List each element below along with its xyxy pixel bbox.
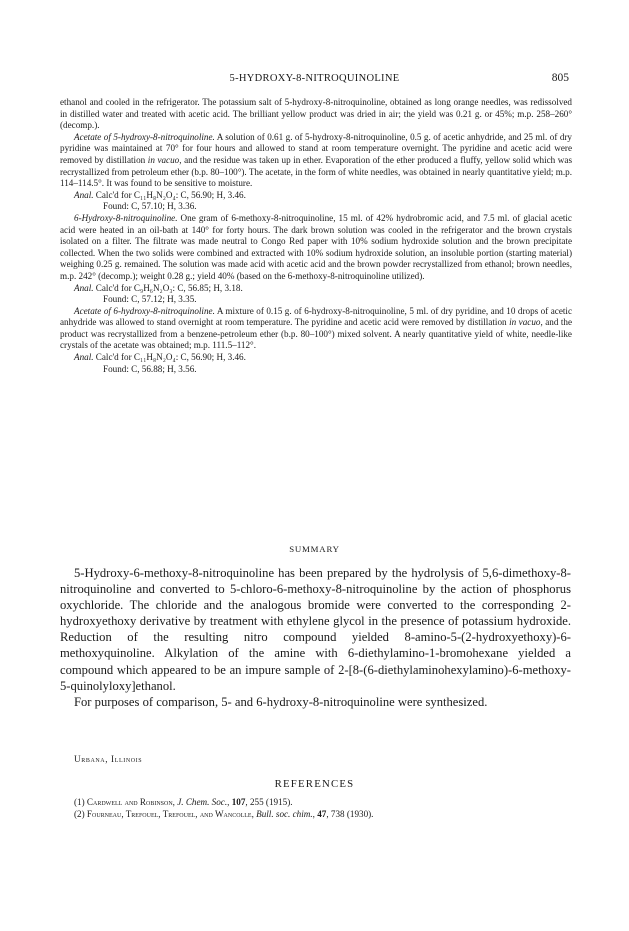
paragraph-text: A solution of 0.61 g. of 5-hydroxy-8-nitroquinoline, 0.5 g. of acetic anhydride, and 25 ml. of dry pyridine was maintained at 70° for four hours and allowed to stand at room temperature overnight. The pyridine and acetic acid were removed by distillation [60,131,572,165]
paragraph-text: One gram of 6-methoxy-8-nitroquinoline, 15 ml. of 42% hydrobromic acid, and 7.5 ml. of glacial acetic acid were heated in an oil-bath at 140° for forty hours. The dark brown solution was cooled in the refrigerator and the brown crystals isolated on a filter. The filtrate was made neutral to Congo Red paper with 10% sodium hydroxide solution and the brown precipitate collected. When the two solids were combined and extracted with 10% sodium hydroxide solution, an insoluble portion (starting material) weighing 0.25 g. remained. The solution was made acid with acetic acid and the brown powder recrystallized from ethanol; brown needles, m.p. 242° (decomp.); weight 0.28 g.; yield 40% (based on the 6-methoxy-8-nitroquinoline utilized). [60,212,572,281]
in-vacuo: in vacuo [147,154,180,165]
reference-item: (2) Fourneau, Trefouel, Trefouel, and Wancolle, Bull. soc. chim., 47, 738 (1930). [74,808,374,819]
found-line: Found: C, 57.10; H, 3.36. [103,201,197,212]
anal-label: Anal. [74,352,94,363]
reference-authors: Cardwell and Robinson [86,797,173,807]
analysis-line [60,283,572,295]
anal-calc: Calc'd for C₉H₆N₂O₃: C, 56.85; H, 3.18. [93,282,243,293]
experimental-section [60,97,572,375]
summary-paragraph: For purposes of comparison, 5- and 6-hydroxy-8-nitroquinoline were synthesized. [74,694,488,709]
paragraph-text: , and the product was recrystallized from a benzene-petroleum ether (b.p. 80–100°) mixed solvent. A nearly quantitative yield of white, needle-like crystals of the acetate was obtained; m.p. 111.5–112°. [60,317,573,351]
anal-label: Anal. [74,189,94,200]
summary-heading: SUMMARY [289,544,340,554]
paragraph-acetate-6-hydroxy [60,306,572,352]
summary-section [60,565,571,710]
reference-authors: Fourneau, Trefouel, Trefouel, and Wancolle [86,808,252,819]
references-heading: REFERENCES [274,778,355,790]
paragraph-potassium-salt: ethanol and cooled in the refrigerator. The potassium salt of 5-hydroxy-8-nitroquinoline, obtained as long orange needles, was redissolved in distilled water and treated with acetic acid. The brilliant yellow product was dried in air; the yield was 0.21 g. or 45%; m.p. 258–260° (decomp.). [60,97,572,131]
page-header [60,73,569,87]
page-number: 805 [551,72,569,84]
anal-label: Anal. [74,282,94,293]
running-title: 5-HYDROXY-8-NITROQUINOLINE [229,73,400,84]
references-list [74,797,574,821]
reference-number: (2) [74,808,87,819]
anal-calc: Calc'd for C₁₁H₈N₂O₄: C, 56.90; H, 3.46. [93,352,246,363]
paragraph-title: 6-Hydroxy-8-nitroquinoline. [74,212,178,223]
paragraph-text: , and the residue was taken up in ether. Evaporation of the ether produced a fluffy, yellow solid which was recrystallized from petroleum ether (b.p. 80–100°). The acetate, in the form of white needles, was obtained in nearly quantitative yield; m.p. 114–114.5°. It was found to be sensitive to moisture. [60,154,572,189]
found-line: Found: C, 56.88; H, 3.56. [103,363,197,374]
reference-number: (1) [74,797,87,807]
reference-journal: J. Chem. Soc. [177,797,228,807]
paragraph-title: Acetate of 6-hydroxy-8-nitroquinoline. [74,305,215,316]
reference-pages: , 738 (1930). [326,808,374,819]
paragraph-6-hydroxy [60,213,572,283]
analysis-line [60,190,572,202]
paragraph-text: A mixture of 0.15 g. of 6-hydroxy-8-nitroquinoline, 5 ml. of dry pyridine, and 10 drops of acetic anhydride was allowed to stand overnight at room temperature. The pyridine and acetic acid were removed by distillation [60,305,573,328]
summary-paragraph: 5-Hydroxy-6-methoxy-8-nitroquinoline has been prepared by the hydrolysis of 5,6-dimethoxy-8-nitroquinoline and converted to 5-chloro-6-methoxy-8-nitroquinoline by the action of phosphorus oxychloride. The chloride and the analogous bromide were converted to the corresponding 2-hydroxyethoxy derivative by treatment with ethylene glycol in the presence of potassium hydroxide. Reduction of the resulting nitro compound yielded 8-amino-5-(2-hydroxyethoxy)-6-methoxyquinoline. Alkylation of the amine with 6-diethylamino-1-bromohexane yielded a compound which appeared to be an impure sample of 2-[8-(6-diethylaminohexylamino)-6-methoxy-5-quinolyloxy]ethanol. [60,566,571,693]
affiliation: Urbana, Illinois [74,754,143,764]
reference-item: (1) Cardwell and Robinson, J. Chem. Soc., 107, 255 (1915). [74,797,293,807]
paragraph-acetate-5-hydroxy [60,132,572,190]
reference-volume: 47 [317,808,327,819]
reference-pages: , 255 (1915). [245,797,293,807]
found-line: Found: C, 57.12; H, 3.35. [103,294,197,305]
anal-calc: Calc'd for C₁₁H₈N₂O₄: C, 56.90; H, 3.46. [93,189,246,200]
paragraph-title: Acetate of 5-hydroxy-8-nitroquinoline. [74,131,215,142]
analysis-line [60,352,572,364]
reference-volume: 107 [231,797,246,807]
reference-journal: Bull. soc. chim. [256,808,313,819]
in-vacuo: in vacuo [509,317,541,328]
